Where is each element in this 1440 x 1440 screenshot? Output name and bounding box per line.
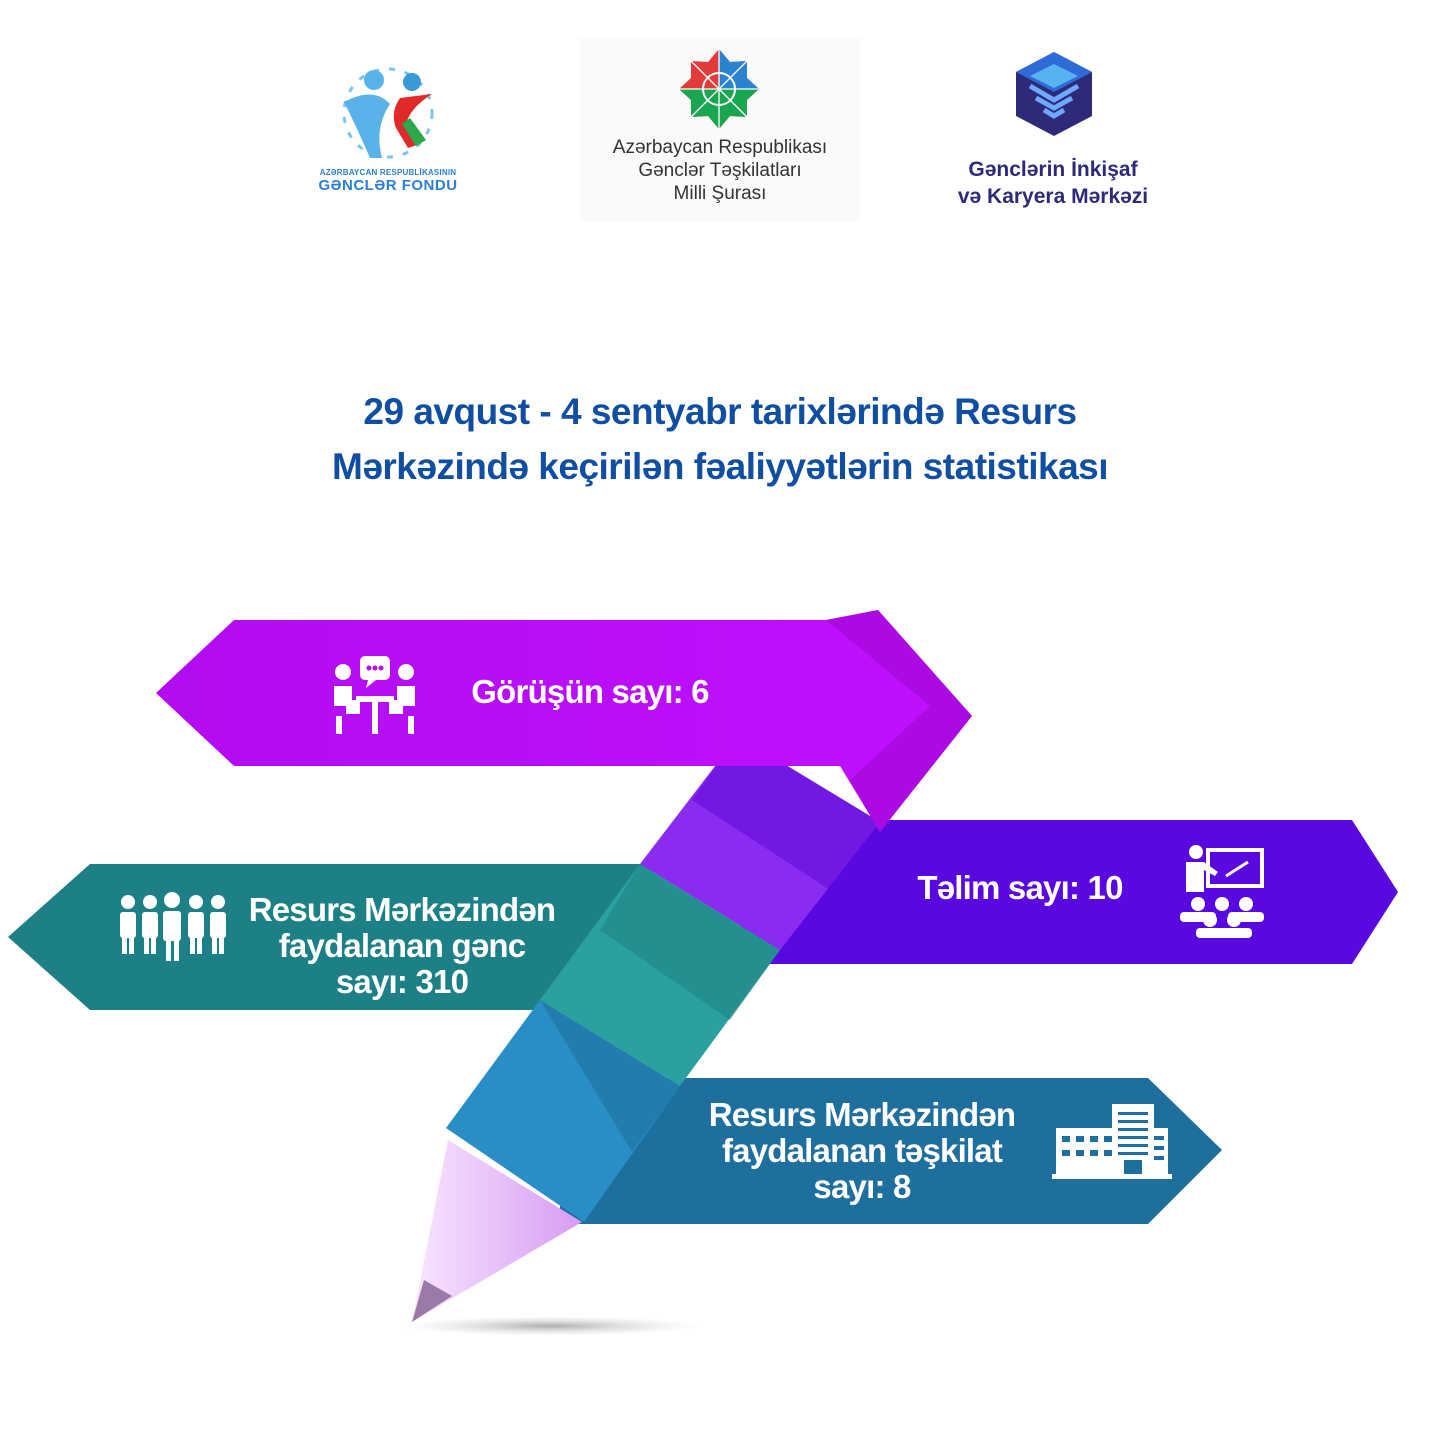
karyera-line2: və Karyera Mərkəzi (957, 185, 1149, 208)
orgs-label-line3: sayı: 8 (813, 1168, 911, 1205)
title-line1: 29 avqust - 4 sentyabr tarixlərində Resurs (363, 391, 1077, 432)
youth-label-line3: sayı: 310 (335, 963, 469, 1000)
genclar-fondu-small: AZƏRBAYCAN RESPUBLİKASININ (319, 168, 457, 177)
meetings-label: Görüşün sayı: 6 (471, 673, 709, 710)
milli-shura-line2: Gənclər Təşkilatları (638, 160, 802, 181)
youth-label (232, 892, 572, 1000)
orgs-label-line2: faydalanan təşkilat (721, 1132, 1003, 1169)
genclar-fondu-big: GƏNCLƏR FONDU (318, 177, 458, 194)
pencil-shadow (400, 1316, 700, 1336)
banner-meetings (156, 610, 972, 832)
milli-shura-line3: Milli Şurası (673, 183, 767, 204)
karyera-line1: Gənclərin İnkişaf (968, 158, 1138, 181)
youth-label-line1: Resurs Mərkəzindən (248, 891, 556, 928)
orgs-label (690, 1097, 1034, 1205)
youth-label-line2: faydalanan gənc (278, 927, 526, 964)
milli-shura-line1: Azərbaycan Respublikası (612, 137, 828, 158)
orgs-label-line1: Resurs Mərkəzindən (708, 1096, 1016, 1133)
trainings-label: Təlim sayı: 10 (917, 869, 1123, 906)
title-line2: Mərkəzində keçirilən fəaliyyətlərin statistikası (332, 446, 1108, 487)
